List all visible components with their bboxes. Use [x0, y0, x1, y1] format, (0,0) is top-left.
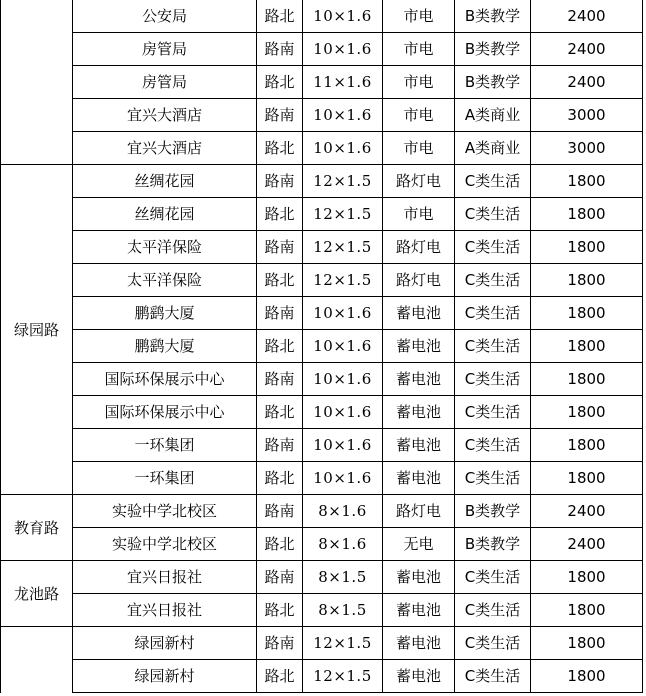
power-cell: 无电 [383, 528, 455, 561]
road-cell-bottom [1, 627, 73, 693]
power-cell: 市电 [383, 0, 455, 33]
unit-cell: 实验中学北校区 [73, 495, 257, 528]
side-cell: 路北 [257, 198, 303, 231]
price-cell: 1800 [531, 165, 643, 198]
size-cell: 10×1.6 [303, 33, 383, 66]
category-cell: C类生活 [455, 594, 531, 627]
power-cell: 市电 [383, 66, 455, 99]
power-cell: 路灯电 [383, 165, 455, 198]
side-cell: 路南 [257, 33, 303, 66]
table-row [1, 165, 643, 198]
power-cell: 市电 [383, 132, 455, 165]
side-cell: 路南 [257, 429, 303, 462]
table-row [1, 495, 643, 528]
table-row [1, 132, 643, 165]
size-cell: 12×1.5 [303, 231, 383, 264]
table-row [1, 627, 643, 660]
size-cell: 10×1.6 [303, 330, 383, 363]
category-cell: B类教学 [455, 33, 531, 66]
power-cell: 蓄电池 [383, 330, 455, 363]
table-row [1, 462, 643, 495]
power-cell: 市电 [383, 99, 455, 132]
unit-cell: 一环集团 [73, 429, 257, 462]
table-row [1, 264, 643, 297]
table-row [1, 396, 643, 429]
side-cell: 路北 [257, 594, 303, 627]
price-cell: 2400 [531, 495, 643, 528]
side-cell: 路北 [257, 462, 303, 495]
category-cell: C类生活 [455, 396, 531, 429]
size-cell: 12×1.5 [303, 198, 383, 231]
size-cell: 10×1.6 [303, 396, 383, 429]
side-cell: 路南 [257, 561, 303, 594]
price-cell: 1800 [531, 594, 643, 627]
size-cell: 12×1.5 [303, 660, 383, 693]
size-cell: 12×1.5 [303, 264, 383, 297]
unit-cell: 绿园新村 [73, 627, 257, 660]
unit-cell: 实验中学北校区 [73, 528, 257, 561]
category-cell: C类生活 [455, 660, 531, 693]
side-cell: 路北 [257, 0, 303, 33]
side-cell: 路南 [257, 627, 303, 660]
unit-cell: 宜兴大酒店 [73, 99, 257, 132]
size-cell: 10×1.6 [303, 462, 383, 495]
power-cell: 路灯电 [383, 495, 455, 528]
unit-cell: 鹏鹞大厦 [73, 297, 257, 330]
size-cell: 10×1.6 [303, 99, 383, 132]
category-cell: C类生活 [455, 297, 531, 330]
unit-cell: 太平洋保险 [73, 231, 257, 264]
side-cell: 路南 [257, 297, 303, 330]
price-cell: 2400 [531, 66, 643, 99]
power-cell: 蓄电池 [383, 462, 455, 495]
unit-cell: 公安局 [73, 0, 257, 33]
unit-cell: 丝绸花园 [73, 165, 257, 198]
unit-cell: 丝绸花园 [73, 198, 257, 231]
size-cell: 11×1.6 [303, 66, 383, 99]
road-cell: 绿园路 [1, 165, 73, 495]
side-cell: 路南 [257, 99, 303, 132]
side-cell: 路北 [257, 528, 303, 561]
side-cell: 路北 [257, 660, 303, 693]
price-cell: 1800 [531, 429, 643, 462]
power-cell: 路灯电 [383, 264, 455, 297]
category-cell: C类生活 [455, 363, 531, 396]
price-cell: 1800 [531, 198, 643, 231]
unit-cell: 宜兴日报社 [73, 561, 257, 594]
table-row [1, 66, 643, 99]
price-cell: 2400 [531, 0, 643, 33]
side-cell: 路北 [257, 264, 303, 297]
price-cell: 1800 [531, 231, 643, 264]
category-cell: C类生活 [455, 561, 531, 594]
unit-cell: 一环集团 [73, 462, 257, 495]
side-cell: 路北 [257, 66, 303, 99]
category-cell: A类商业 [455, 132, 531, 165]
power-cell: 市电 [383, 198, 455, 231]
side-cell: 路南 [257, 363, 303, 396]
road-cell: 龙池路 [1, 561, 73, 627]
category-cell: B类教学 [455, 66, 531, 99]
table-row [1, 0, 643, 33]
price-cell: 1800 [531, 264, 643, 297]
road-cell: 教育路 [1, 495, 73, 561]
table-row [1, 561, 643, 594]
side-cell: 路北 [257, 132, 303, 165]
size-cell: 10×1.6 [303, 297, 383, 330]
price-cell: 1800 [531, 660, 643, 693]
size-cell: 10×1.6 [303, 363, 383, 396]
power-cell: 市电 [383, 33, 455, 66]
price-cell: 2400 [531, 528, 643, 561]
unit-cell: 国际环保展示中心 [73, 363, 257, 396]
size-cell: 10×1.6 [303, 0, 383, 33]
unit-cell: 鹏鹞大厦 [73, 330, 257, 363]
category-cell: C类生活 [455, 429, 531, 462]
price-cell: 3000 [531, 132, 643, 165]
price-cell: 1800 [531, 561, 643, 594]
category-cell: A类商业 [455, 99, 531, 132]
power-cell: 路灯电 [383, 231, 455, 264]
power-cell: 蓄电池 [383, 297, 455, 330]
side-cell: 路南 [257, 231, 303, 264]
table-row [1, 528, 643, 561]
category-cell: C类生活 [455, 165, 531, 198]
category-cell: C类生活 [455, 264, 531, 297]
unit-cell: 房管局 [73, 66, 257, 99]
unit-cell: 太平洋保险 [73, 264, 257, 297]
size-cell: 8×1.5 [303, 561, 383, 594]
side-cell: 路北 [257, 330, 303, 363]
table-row [1, 330, 643, 363]
size-cell: 12×1.5 [303, 627, 383, 660]
power-cell: 蓄电池 [383, 660, 455, 693]
category-cell: C类生活 [455, 198, 531, 231]
size-cell: 8×1.6 [303, 528, 383, 561]
price-cell: 1800 [531, 330, 643, 363]
power-cell: 蓄电池 [383, 396, 455, 429]
table-row [1, 429, 643, 462]
power-cell: 蓄电池 [383, 429, 455, 462]
category-cell: C类生活 [455, 462, 531, 495]
table-row [1, 297, 643, 330]
table-row [1, 33, 643, 66]
road-cell-top [1, 0, 73, 165]
category-cell: B类教学 [455, 0, 531, 33]
table-row [1, 660, 643, 693]
side-cell: 路北 [257, 396, 303, 429]
power-cell: 蓄电池 [383, 363, 455, 396]
table-row [1, 594, 643, 627]
price-cell: 1800 [531, 462, 643, 495]
unit-cell: 国际环保展示中心 [73, 396, 257, 429]
price-cell: 1800 [531, 363, 643, 396]
side-cell: 路南 [257, 165, 303, 198]
unit-cell: 宜兴大酒店 [73, 132, 257, 165]
side-cell: 路南 [257, 495, 303, 528]
price-cell: 1800 [531, 297, 643, 330]
price-cell: 3000 [531, 99, 643, 132]
price-cell: 2400 [531, 33, 643, 66]
table-row [1, 99, 643, 132]
category-cell: B类教学 [455, 495, 531, 528]
size-cell: 10×1.6 [303, 132, 383, 165]
size-cell: 8×1.6 [303, 495, 383, 528]
unit-cell: 绿园新村 [73, 660, 257, 693]
price-cell: 1800 [531, 627, 643, 660]
category-cell: C类生活 [455, 330, 531, 363]
category-cell: C类生活 [455, 627, 531, 660]
table-row [1, 231, 643, 264]
table-row [1, 363, 643, 396]
category-cell: C类生活 [455, 231, 531, 264]
unit-cell: 房管局 [73, 33, 257, 66]
category-cell: B类教学 [455, 528, 531, 561]
size-cell: 12×1.5 [303, 165, 383, 198]
unit-cell: 宜兴日报社 [73, 594, 257, 627]
power-cell: 蓄电池 [383, 627, 455, 660]
price-cell: 1800 [531, 396, 643, 429]
power-cell: 蓄电池 [383, 594, 455, 627]
size-cell: 10×1.6 [303, 429, 383, 462]
power-cell: 蓄电池 [383, 561, 455, 594]
size-cell: 8×1.5 [303, 594, 383, 627]
table-row [1, 198, 643, 231]
